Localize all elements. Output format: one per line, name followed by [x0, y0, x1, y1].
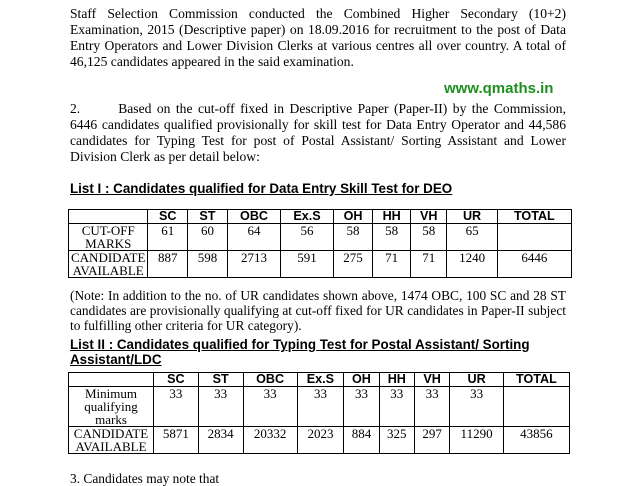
- table-header-cell: ST: [198, 373, 243, 387]
- table-header-cell: VH: [410, 210, 446, 224]
- row-label: CUT-OFF MARKS: [69, 224, 148, 251]
- table-cell: 58: [333, 224, 373, 251]
- table-cell: 275: [333, 251, 373, 278]
- table-header-cell: OH: [333, 210, 373, 224]
- table-cell: 598: [188, 251, 228, 278]
- table-header-cell: [69, 210, 148, 224]
- table-cell: [497, 224, 571, 251]
- table-header-cell: OBC: [243, 373, 297, 387]
- table-cell: 71: [373, 251, 411, 278]
- table-header-cell: HH: [379, 373, 414, 387]
- table-cell: 65: [447, 224, 497, 251]
- list-1-table: [68, 209, 572, 278]
- table-cell: 71: [410, 251, 446, 278]
- row-label: CANDIDATE AVAILABLE: [69, 427, 154, 454]
- table-row: [69, 427, 570, 454]
- table-cell: 33: [344, 387, 379, 427]
- table-header-cell: SC: [148, 210, 188, 224]
- table-cell: 1240: [447, 251, 497, 278]
- table-cell: 60: [188, 224, 228, 251]
- note-text: (Note: In addition to the no. of UR candidates shown above, 1474 OBC, 100 SC and 28 ST candidates are provisionally qualifying at cut-off fixed for UR candidates in Paper-II subject to fulfilling other criteria for UR category).: [70, 288, 566, 333]
- table-header-cell: HH: [373, 210, 411, 224]
- table-cell: 56: [281, 224, 333, 251]
- row-label: CANDIDATE AVAILABLE: [69, 251, 148, 278]
- paragraph-3-text: 3. Candidates may note that: [70, 471, 220, 486]
- table-cell: 297: [414, 427, 449, 454]
- table-header-cell: TOTAL: [497, 210, 571, 224]
- list-1-heading: List I : Candidates qualified for Data Entry Skill Test for DEO: [70, 181, 453, 196]
- table-header-cell: UR: [447, 210, 497, 224]
- table-cell: 2834: [198, 427, 243, 454]
- table-cell: 33: [297, 387, 344, 427]
- table-cell: [503, 387, 569, 427]
- table-cell: 43856: [503, 427, 569, 454]
- table-cell: 591: [281, 251, 333, 278]
- table-cell: 887: [148, 251, 188, 278]
- table-header-cell: UR: [450, 373, 503, 387]
- table-row: [69, 224, 572, 251]
- table-row: [69, 251, 572, 278]
- table-header-cell: VH: [414, 373, 449, 387]
- paragraph-2: [70, 101, 566, 165]
- table-cell: 33: [198, 387, 243, 427]
- table-cell: 58: [373, 224, 411, 251]
- table-cell: 5871: [154, 427, 199, 454]
- watermark-link[interactable]: www.qmaths.in: [444, 80, 554, 97]
- table-cell: 58: [410, 224, 446, 251]
- table-cell: 2713: [227, 251, 280, 278]
- list-2-table: [68, 372, 570, 454]
- table-row: [69, 387, 570, 427]
- table-header-cell: OH: [344, 373, 379, 387]
- table-header-row: [69, 373, 570, 387]
- table-cell: 884: [344, 427, 379, 454]
- paragraph-1-text: Staff Selection Commission conducted the Combined Higher Secondary (10+2) Examination, 2015 (Descriptive paper) on 18.09.2016 for recruitment to the post of Data Entry Operators and Lower Division Clerks at various centres all over country. A total of 46,125 candidates appeared in the said examination.: [70, 6, 566, 69]
- paragraph-2-number: 2.: [70, 101, 81, 116]
- paragraph-2-text: Based on the cut-off fixed in Descriptive Paper (Paper-II) by the Commission, 6446 candidates qualified provisionally for skill test for Data Entry Operator and 44,586 candidates for Typing Test for post of Postal Assistant/ Sorting Assistant and Lower Division Clerk as per detail below:: [70, 101, 566, 164]
- table-header-cell: TOTAL: [503, 373, 569, 387]
- row-label: Minimum qualifying marks: [69, 387, 154, 427]
- table-cell: 2023: [297, 427, 344, 454]
- table-cell: 33: [243, 387, 297, 427]
- table-header-cell: [69, 373, 154, 387]
- table-header-row: [69, 210, 572, 224]
- table-cell: 33: [154, 387, 199, 427]
- table-cell: 64: [227, 224, 280, 251]
- table-cell: 33: [414, 387, 449, 427]
- paragraph-1: [70, 6, 566, 70]
- table-cell: 33: [450, 387, 503, 427]
- table-cell: 20332: [243, 427, 297, 454]
- table-header-cell: Ex.S: [281, 210, 333, 224]
- table-header-cell: SC: [154, 373, 199, 387]
- table-header-cell: OBC: [227, 210, 280, 224]
- table-cell: 6446: [497, 251, 571, 278]
- table-cell: 61: [148, 224, 188, 251]
- table-cell: 33: [379, 387, 414, 427]
- table-cell: 325: [379, 427, 414, 454]
- table-header-cell: ST: [188, 210, 228, 224]
- table-cell: 11290: [450, 427, 503, 454]
- table-header-cell: Ex.S: [297, 373, 344, 387]
- list-2-heading: List II : Candidates qualified for Typing Test for Postal Assistant/ Sorting Assistant/LDC: [70, 337, 530, 367]
